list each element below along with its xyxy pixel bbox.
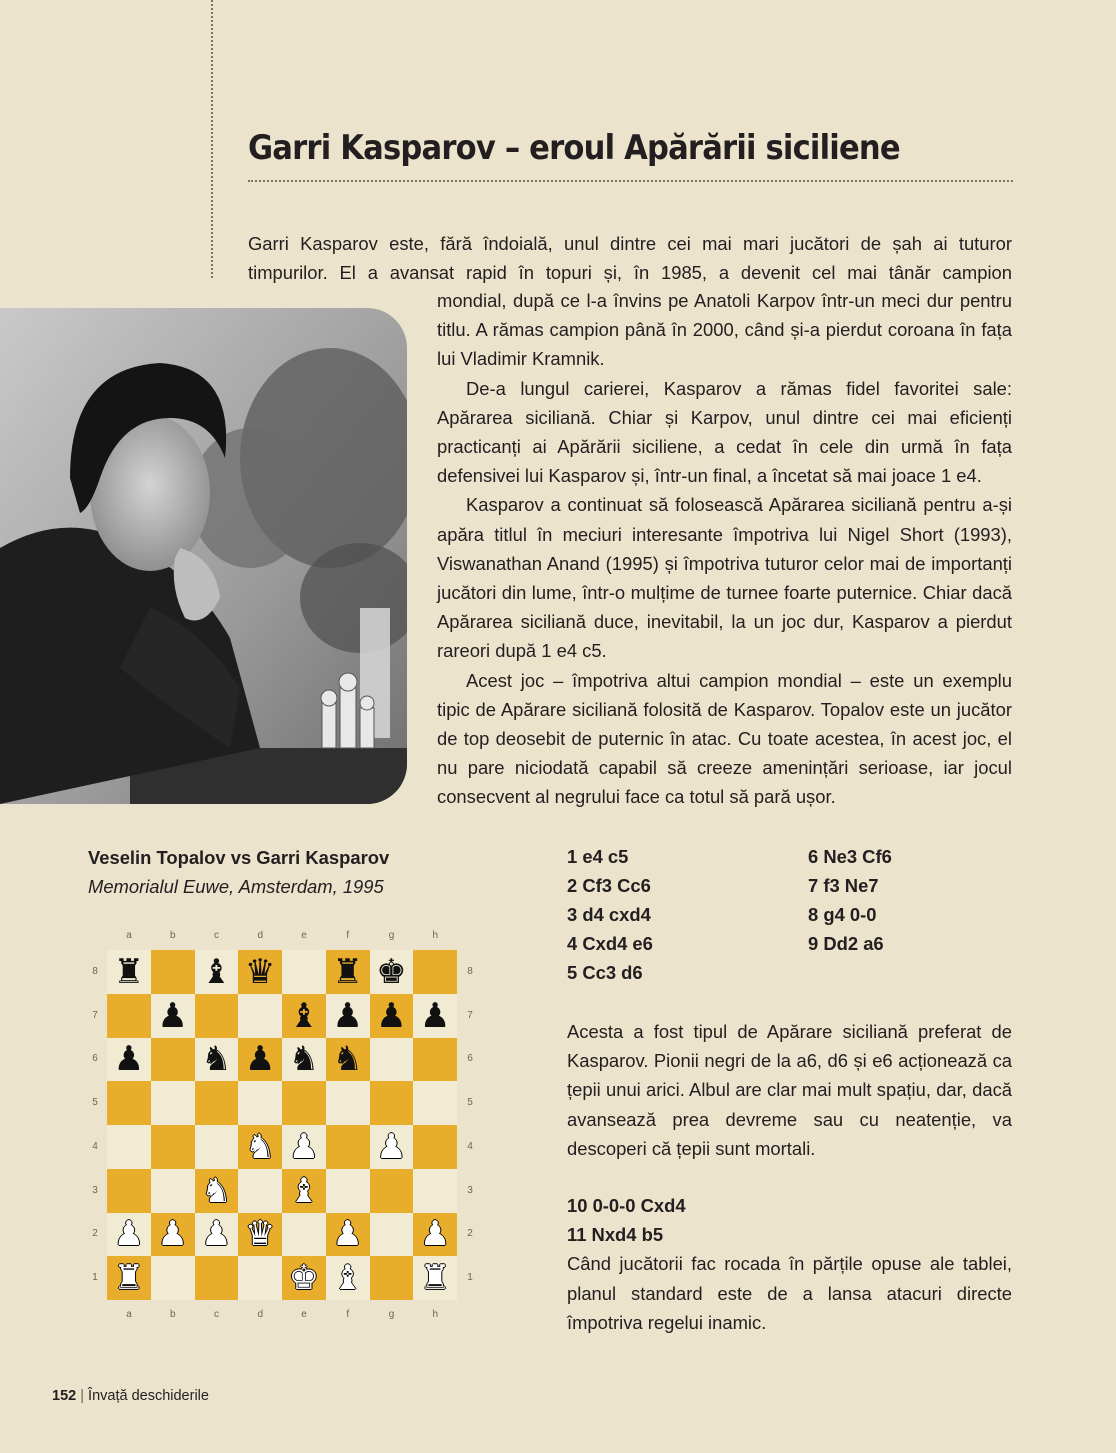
square-d6 [238,1038,282,1082]
square-g8 [370,950,414,994]
file-label: e [301,1309,307,1320]
square-b2 [151,1213,195,1257]
square-c1 [195,1256,239,1300]
annotation-2: Când jucătorii fac rocada în părțile opuse ale tablei, planul standard este de a lansa atacuri directe împotriva regelui inamic. [567,1253,1012,1333]
square-b8 [151,950,195,994]
paragraph-2: De-a lungul carierei, Kasparov a rămas fidel favoritei sale: Apărarea siciliană. Chiar și Karpov, unul dintre cei mai eficienți practicanți ai Apărării siciliene, a cedat în cele din urmă în fața defensivei lui Kasparov și, într-un final, a încetat să mai joace 1 e4. [437,377,1012,487]
book-title: Învață deschiderile [88,1388,209,1404]
square-h4 [413,1125,457,1169]
square-g1 [370,1256,414,1300]
square-b5 [151,1081,195,1125]
move: 5 Cc3 d6 [567,962,643,983]
square-c4 [195,1125,239,1169]
square-e3 [282,1169,326,1213]
title-dotted-rule [248,180,1013,182]
intro-text [248,229,1012,287]
square-a6 [107,1038,151,1082]
square-f8 [326,950,370,994]
main-column [437,286,1012,812]
rank-label: 7 [467,1009,473,1021]
rank-label: 4 [467,1140,473,1152]
rank-label: 5 [92,1097,98,1109]
square-h1 [413,1256,457,1300]
intro-line-2: timpurilor. El a avansat rapid în topuri și, în 1985, a devenit cel mai tânăr campion [248,262,1012,284]
square-d5 [238,1081,282,1125]
file-label: a [126,930,132,941]
file-label: a [126,1309,132,1320]
square-a4 [107,1125,151,1169]
white-pawn-icon: ♟ [157,1214,188,1255]
square-a1 [107,1256,151,1300]
white-king-icon: ♚ [288,1258,320,1299]
square-e6 [282,1038,326,1082]
file-label: c [214,930,219,941]
square-b7 [151,994,195,1038]
rank-label: 7 [92,1009,98,1021]
white-bishop-icon: ♝ [288,1170,320,1211]
move: 3 d4 cxd4 [567,904,651,925]
move-10: 10 0-0-0 Cxd4 [567,1195,686,1216]
annotation-1: Acesta a fost tipul de Apărare siciliană preferat de Kasparov. Pionii negri de la a6, d6 și e6 acționează ca țepii unui arici. Albul are clar mai mult spațiu, dar, dacă avansează prea devreme sau cu neatenție, va descoperi că țepii sunt mortali. [567,1021,1012,1159]
square-f4 [326,1125,370,1169]
square-h7 [413,994,457,1038]
rank-label: 2 [92,1228,98,1240]
square-h5 [413,1081,457,1125]
black-pawn-icon: ♟ [157,995,188,1036]
black-knight-icon: ♞ [201,1039,232,1080]
square-g3 [370,1169,414,1213]
square-h2 [413,1213,457,1257]
rank-label: 3 [92,1184,98,1196]
square-e7 [282,994,326,1038]
square-g2 [370,1213,414,1257]
rank-label: 1 [92,1272,98,1284]
white-pawn-icon: ♟ [288,1126,320,1167]
game-header [88,843,389,901]
file-label: b [169,1309,176,1320]
rank-label: 4 [92,1140,98,1152]
paragraph-4: Acest joc – împotriva altui campion mondial – este un exemplu tipic de Apărare siciliană folosită de Kasparov. Topalov este un jucător de top deosebit de puternic în atac. Cu toate acestea, în acest joc, el nu pare niciodată capabil să creeze amenințări serioase, iar jocul consecvent al negrului face ca totul să pară ușor. [437,669,1012,808]
square-a2 [107,1213,151,1257]
rank-label: 2 [467,1228,473,1240]
black-pawn-icon: ♟ [113,1039,145,1080]
square-d1 [238,1256,282,1300]
square-b4 [151,1125,195,1169]
black-pawn-icon: ♟ [332,995,363,1036]
square-d4 [238,1125,282,1169]
black-queen-icon: ♛ [244,951,276,992]
chess-board [107,950,457,1300]
black-pawn-icon: ♟ [419,995,451,1036]
margin-dotted-rule [211,0,213,278]
move: 1 e4 c5 [567,846,629,867]
square-h3 [413,1169,457,1213]
file-label: h [432,1309,439,1320]
intro-line-1: Garri Kasparov este, fără îndoială, unul dintre cei mai mari jucători de șah ai tuturor [248,233,1012,254]
move: 4 Cxd4 e6 [567,933,653,954]
rank-label: 8 [92,965,98,977]
square-f2 [326,1213,370,1257]
rank-label: 6 [467,1053,473,1065]
square-d7 [238,994,282,1038]
square-b3 [151,1169,195,1213]
white-pawn-icon: ♟ [419,1214,451,1255]
rank-label: 5 [467,1097,473,1109]
square-e8 [282,950,326,994]
file-label: f [346,930,350,941]
square-h6 [413,1038,457,1082]
rank-label: 1 [467,1272,473,1284]
square-f6 [326,1038,370,1082]
black-pawn-icon: ♟ [244,1039,276,1080]
square-f7 [326,994,370,1038]
file-label: g [388,930,395,941]
paragraph-3: Kasparov a continuat să folosească Apărarea siciliană pentru a-și apăra titlul în meciuri interesante împotriva lui Nigel Short (1993), Viswanathan Anand (1995) și împotriva tuturor celor mai de importanți jucători din lume, într-o mulțime de turnee foarte puternice. Chiar dacă Apărarea siciliană duce, inevitabil, la un joc dur, Kasparov a pierdut rareori după 1 e4 c5. [437,494,1012,662]
move-11: 11 Nxd4 b5 [567,1224,664,1246]
square-c7 [195,994,239,1038]
file-label: b [169,930,176,941]
move: 7 f3 Ne7 [808,875,879,896]
black-king-icon: ♚ [376,951,407,992]
file-label: d [257,930,264,941]
moves-column-left [567,842,653,987]
square-d8 [238,950,282,994]
white-pawn-icon: ♟ [201,1214,232,1255]
file-label: f [346,1309,350,1320]
square-a7 [107,994,151,1038]
black-rook-icon: ♜ [332,951,363,992]
square-f3 [326,1169,370,1213]
rank-label: 6 [92,1053,98,1065]
square-e5 [282,1081,326,1125]
square-d2 [238,1213,282,1257]
square-c3 [195,1169,239,1213]
square-a3 [107,1169,151,1213]
square-e1 [282,1256,326,1300]
square-a8 [107,950,151,994]
move: 6 Ne3 Cf6 [808,846,892,867]
white-queen-icon: ♛ [244,1214,276,1255]
white-rook-icon: ♜ [419,1258,451,1299]
move: 8 g4 0-0 [808,904,877,925]
square-c6 [195,1038,239,1082]
paragraph-1: mondial, după ce l-a învins pe Anatoli Karpov într-un meci dur pentru titlu. A rămas campion până în 2000, când și-a pierdut coroana în fața lui Vladimir Kramnik. [437,290,1012,370]
white-rook-icon: ♜ [113,1258,145,1299]
page-number: 152 [52,1388,77,1404]
file-label: c [214,1309,219,1320]
square-d3 [238,1169,282,1213]
black-knight-icon: ♞ [332,1039,363,1080]
move: 9 Dd2 a6 [808,933,884,954]
rank-label: 8 [467,965,473,977]
black-bishop-icon: ♝ [201,951,232,992]
square-f5 [326,1081,370,1125]
rank-label: 3 [467,1184,473,1196]
square-h8 [413,950,457,994]
square-g6 [370,1038,414,1082]
square-g5 [370,1081,414,1125]
white-pawn-icon: ♟ [332,1214,363,1255]
square-c8 [195,950,239,994]
white-pawn-icon: ♟ [113,1214,145,1255]
square-a5 [107,1081,151,1125]
square-e2 [282,1213,326,1257]
file-label: d [257,1309,264,1320]
square-c5 [195,1081,239,1125]
white-knight-icon: ♞ [244,1126,276,1167]
file-label: e [301,930,307,941]
square-b6 [151,1038,195,1082]
file-label: g [388,1309,395,1320]
footer-separator: | [80,1388,85,1404]
black-pawn-icon: ♟ [376,995,407,1036]
page-footer [52,1388,209,1404]
square-b1 [151,1256,195,1300]
square-g4 [370,1125,414,1169]
square-f1 [326,1256,370,1300]
black-knight-icon: ♞ [288,1039,320,1080]
black-rook-icon: ♜ [113,951,145,992]
square-e4 [282,1125,326,1169]
kasparov-photo [0,308,407,804]
annotation-2-block [567,1191,1012,1337]
white-pawn-icon: ♟ [376,1126,407,1167]
move: 2 Cf3 Cc6 [567,875,651,896]
page-title: Garri Kasparov – eroul Apărării siciliene [248,128,900,168]
white-bishop-icon: ♝ [332,1258,363,1299]
square-g7 [370,994,414,1038]
black-bishop-icon: ♝ [288,995,320,1036]
game-event: Memorialul Euwe, Amsterdam, 1995 [88,876,384,897]
square-c2 [195,1213,239,1257]
game-players: Veselin Topalov vs Garri Kasparov [88,847,390,868]
white-knight-icon: ♞ [201,1170,232,1211]
file-label: h [432,930,439,941]
moves-column-right [808,842,892,958]
